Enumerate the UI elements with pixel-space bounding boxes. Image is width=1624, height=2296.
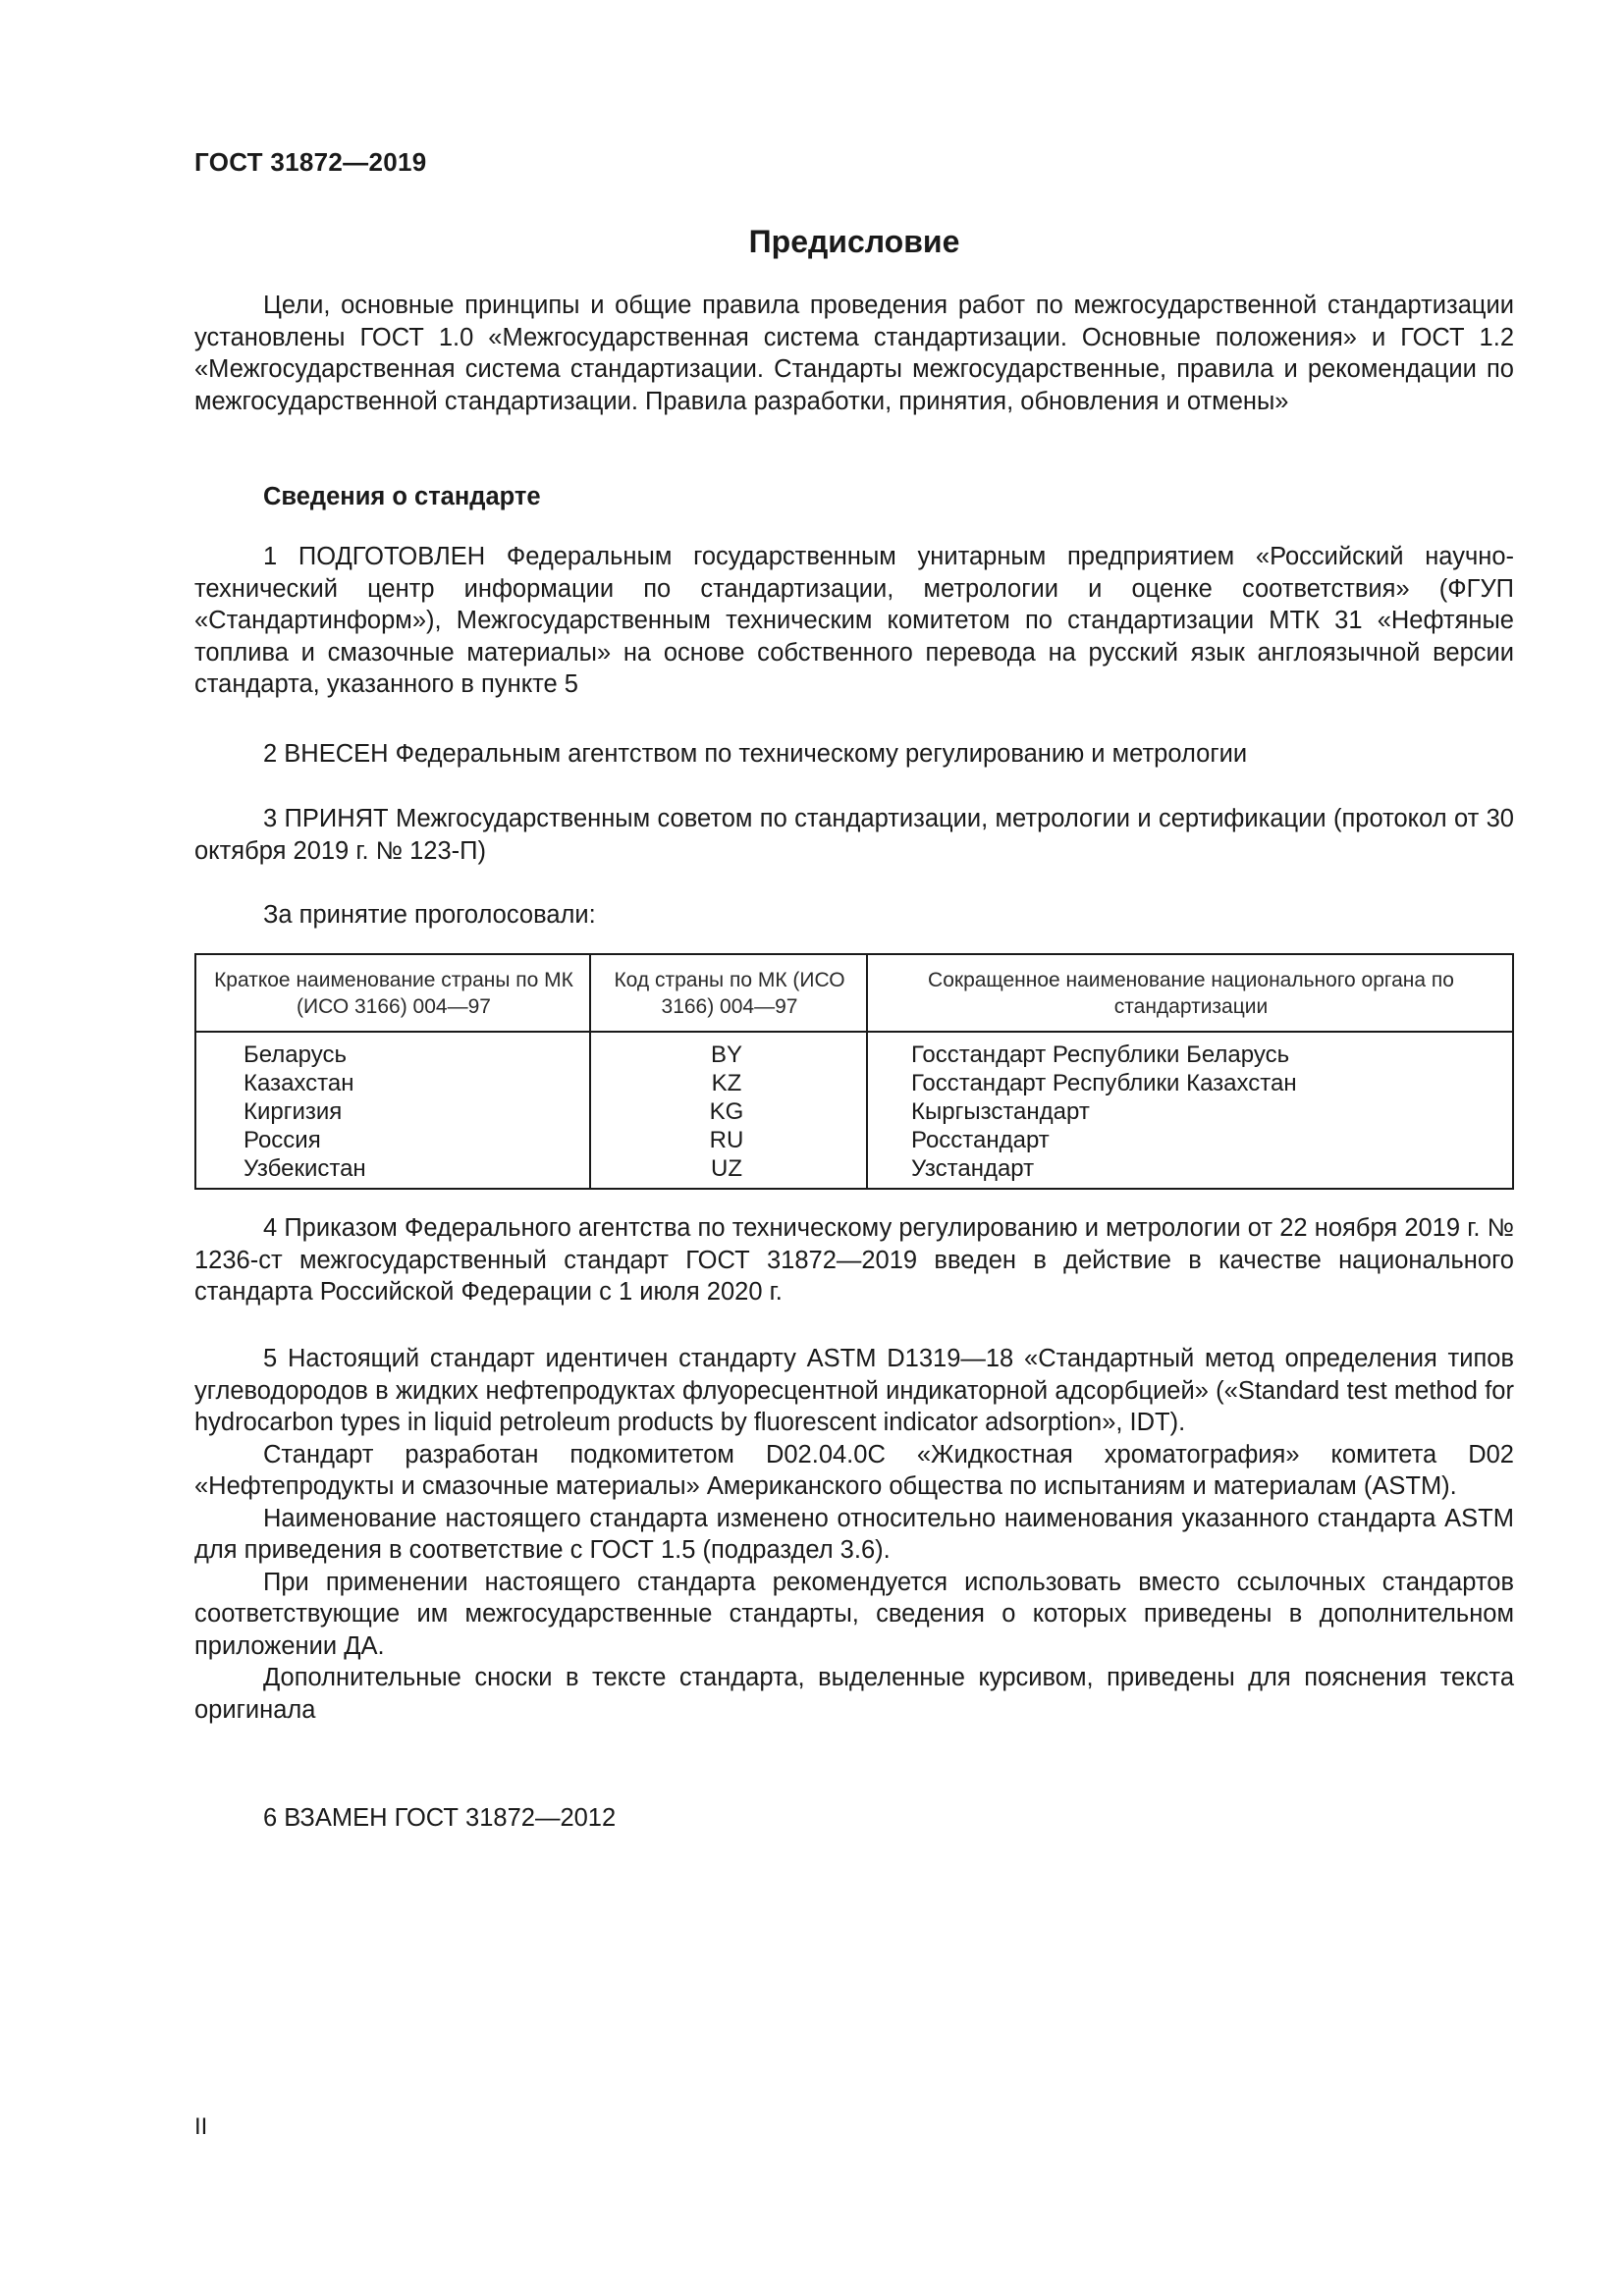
item-2-block <box>194 738 1514 771</box>
intro-block <box>194 290 1514 417</box>
table-cell: BY <box>710 1041 742 1068</box>
table-cell: KZ <box>711 1070 742 1096</box>
item-5-block <box>194 1343 1514 1726</box>
table-cell: Госстандарт Республики Казахстан <box>911 1070 1297 1096</box>
table-cell: Госстандарт Республики Беларусь <box>911 1041 1290 1068</box>
item-1-block <box>194 541 1514 701</box>
table-cell: Россия <box>244 1127 321 1153</box>
item-5-paragraph-d: При применении настоящего стандарта рекомендуется использовать вместо ссылочных стандартов соответствующие им межгосударственные стандарты, сведения о которых приведены в дополнительном приложении ДА. <box>194 1568 1514 1660</box>
table-cell: Казахстан <box>244 1070 354 1096</box>
table-cell: UZ <box>711 1155 742 1182</box>
country-code-column <box>589 1041 864 1183</box>
section-heading: Сведения о стандарте <box>263 483 541 510</box>
item-5-paragraph: 5 Настоящий стандарт идентичен стандарту ASTM D1319—18 «Стандартный метод определения типов углеводородов в жидких нефтепродуктах флуоресцентной индикаторной адсорбцией» («Standard test method for hydrocarbon types in liquid petroleum products by fluorescent indicator adsorption», IDT). <box>194 1345 1514 1436</box>
table-cell: Беларусь <box>244 1041 347 1068</box>
item-5-paragraph-b: Стандарт разработан подкомитетом D02.04.0C «Жидкостная хроматография» комитета D02 «Нефтепродукты и смазочные материалы» Американского общества по испытаниям и материалам (ASTM). <box>194 1440 1514 1500</box>
authority-column <box>911 1041 1297 1183</box>
table-cell: KG <box>709 1098 744 1125</box>
intro-paragraph: Цели, основные принципы и общие правила проведения работ по межгосударственной стандартизации установлены ГОСТ 1.0 «Межгосударственная система стандартизации. Основные положения» и ГОСТ 1.2 «Межгосударственная система стандартизации. Стандарты межгосударственные, правила и рекомендации по межгосударственной стандартизации. Правила разработки, принятия, обновления и отмены» <box>194 292 1514 415</box>
table-cell: Росстандарт <box>911 1127 1050 1153</box>
page-title: Предисловие <box>748 224 960 259</box>
item-2-paragraph: 2 ВНЕСЕН Федеральным агентством по техническому регулированию и метрологии <box>263 740 1248 768</box>
page-number: II <box>194 2113 208 2140</box>
table-cell: Узбекистан <box>244 1155 366 1182</box>
item-3-block <box>194 803 1514 867</box>
countries-table <box>194 953 1514 1190</box>
table-cell: Киргизия <box>244 1098 343 1125</box>
item-1-paragraph: 1 ПОДГОТОВЛЕН Федеральным государственным унитарным предприятием «Российский научно-технический центр информации по стандартизации, метрологии и оценке соответствия» (ФГУП «Стандартинформ»), Межгосударственным техническим комитетом по стандартизации МТК 31 «Нефтяные топлива и смазочные материалы» на основе собственного перевода на русский язык англоязычной версии стандарта, указанного в пункте 5 <box>194 543 1514 698</box>
table-cell: RU <box>709 1127 744 1153</box>
header-cell-code: Код страны по МК (ИСО 3166) 004—97 <box>614 968 845 1018</box>
header-cell-authority: Сокращенное наименование национального органа по стандартизации <box>928 968 1454 1018</box>
table-cell: Кыргызстандарт <box>911 1098 1090 1125</box>
item-5-paragraph-c: Наименование настоящего стандарта изменено относительно наименования указанного стандарта ASTM для приведения в соответствие с ГОСТ 1.5 (подраздел 3.6). <box>194 1504 1514 1564</box>
vote-intro-block <box>194 899 1514 932</box>
table-cell: Узстандарт <box>911 1155 1035 1182</box>
country-name-column <box>244 1041 366 1183</box>
section-heading-block <box>194 481 1514 513</box>
item-3-paragraph: 3 ПРИНЯТ Межгосударственным советом по стандартизации, метрологии и сертификации (протокол от 30 октября 2019 г. № 123-П) <box>194 805 1514 865</box>
item-6-block <box>194 1802 1514 1835</box>
item-4-block <box>194 1212 1514 1308</box>
document-code: ГОСТ 31872—2019 <box>194 147 427 177</box>
item-6-paragraph: 6 ВЗАМЕН ГОСТ 31872—2012 <box>263 1804 617 1832</box>
item-4-paragraph: 4 Приказом Федерального агентства по техническому регулированию и метрологии от 22 ноября 2019 г. № 1236-ст межгосударственный стандарт ГОСТ 31872—2019 введен в действие в качестве национального стандарта Российской Федерации с 1 июля 2020 г. <box>194 1214 1514 1306</box>
table-body <box>196 1033 1512 1190</box>
table-header <box>196 955 1512 1033</box>
vote-intro: За принятие проголосовали: <box>263 901 596 929</box>
item-5-paragraph-e: Дополнительные сноски в тексте стандарта, выделенные курсивом, приведены для пояснения текста оригинала <box>194 1664 1514 1724</box>
header-cell-country: Краткое наименование страны по МК (ИСО 3166) 004—97 <box>214 968 573 1018</box>
